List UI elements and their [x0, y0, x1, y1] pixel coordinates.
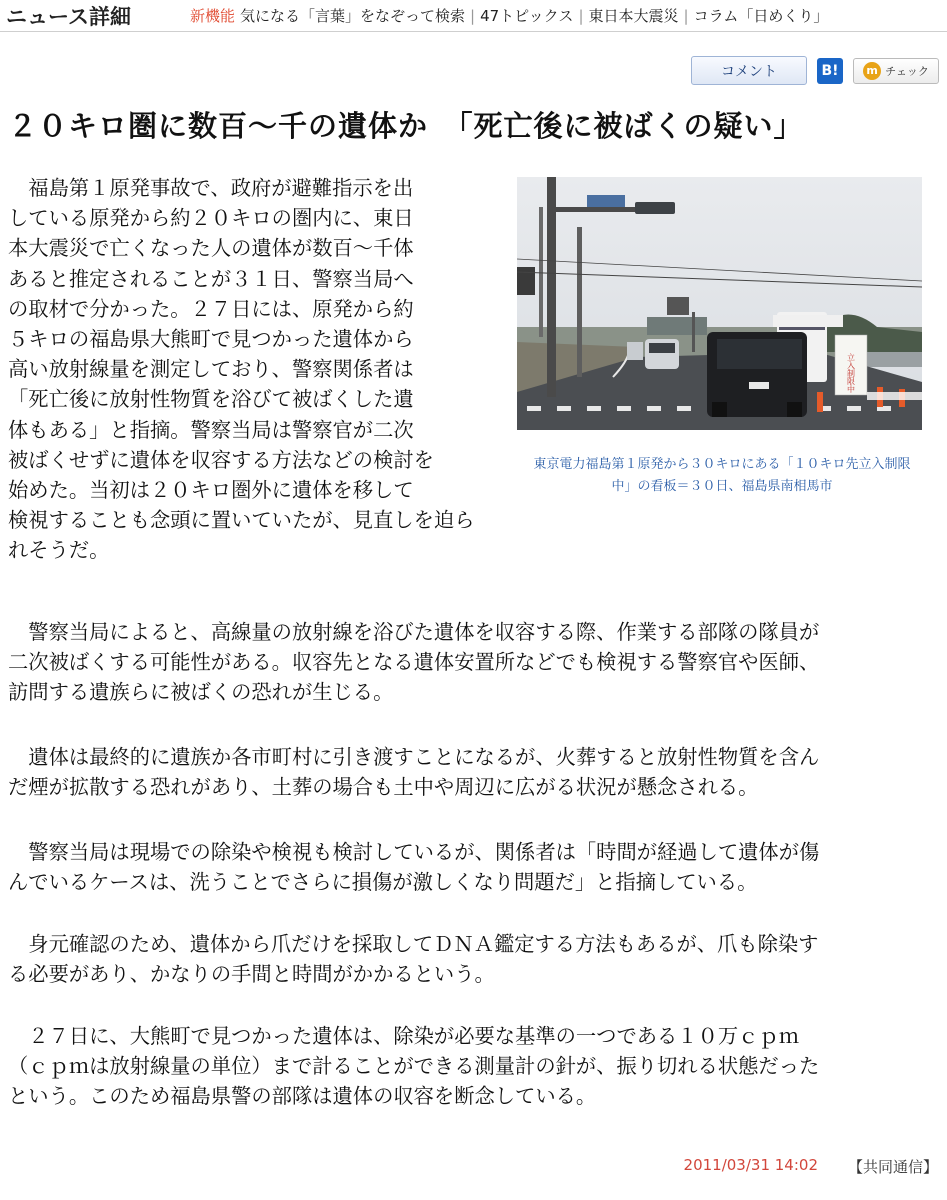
- top-navigation-bar: [0, 0, 947, 32]
- feature-link-search-by-trace[interactable]: 気になる「言葉」をなぞって検索: [240, 7, 466, 25]
- article-paragraph: 警察当局は現場での除染や検視も検討しているが、関係者は「時間が経過して遺体が傷 んでいるケースは、洗うことでさらに損傷が激しくなり問題だ」と指摘している。: [8, 840, 820, 895]
- article-photo[interactable]: [517, 177, 922, 430]
- nav-divider: |: [578, 6, 584, 25]
- hatena-bookmark-button[interactable]: B!: [817, 58, 843, 84]
- nav-divider: |: [683, 6, 689, 25]
- article-paragraph: 警察当局によると、高線量の放射線を浴びた遺体を収容する際、作業する部隊の隊員が 二次被ばくする可能性がある。収容先となる遺体安置所などでも検視する警察官や医師、 訪問する遺族らに被ばくの恐れが生じる。: [8, 620, 820, 705]
- section-title: ニュース詳細: [6, 4, 131, 29]
- nav-link-column-himekuri[interactable]: コラム「日めくり」: [693, 7, 829, 25]
- article-paragraph: 遺体は最終的に遺族か各市町村に引き渡すことになるが、火葬すると放射性物質を含ん だ煙が拡散する恐れがあり、土葬の場合も土中や周辺に広がる状況が懸念される。: [8, 745, 820, 800]
- photo-sign-text: 立入制限中: [846, 353, 856, 393]
- article-footer: [684, 1156, 938, 1177]
- article-source: 【共同通信】: [847, 1158, 938, 1176]
- mixi-icon: m: [863, 62, 881, 80]
- check-label: チェック: [885, 64, 929, 78]
- photo-caption: 東京電力福島第１原発から３０キロにある「１０キロ先立入制限 中」の看板＝３０日、福島県南相馬市: [533, 457, 911, 494]
- article-photo-block: [517, 177, 927, 498]
- nav-link-great-east-japan-earthquake[interactable]: 東日本大震災: [588, 7, 679, 25]
- article-timestamp: 2011/03/31 14:02: [683, 1156, 818, 1174]
- comment-button[interactable]: コメント: [691, 56, 807, 85]
- article-toolbar: [691, 56, 939, 85]
- mixi-check-button[interactable]: [853, 58, 939, 84]
- article-paragraph: ２７日に、大熊町で見つかった遺体は、除染が必要な基準の一つである１０万ｃｐｍ （ｃｐｍは放射線量の単位）まで計ることができる測量計の針が、振り切れる状態だった という。このため福島県警の部隊は遺体の収容を断念している。: [8, 1024, 820, 1109]
- new-feature-label[interactable]: 新機能: [190, 7, 236, 25]
- article-headline: ２０キロ圏に数百〜千の遺体か 「死亡後に被ばくの疑い」: [8, 109, 804, 143]
- header-nav: [190, 5, 828, 26]
- article-lead-paragraph: 福島第１原発事故で、政府が避難指示を出 している原発から約２０キロの圏内に、東日 本大震災で亡くなった人の遺体が数百〜千体 あると推定されることが３１日、警察当局へ の取材で分かった。２７日には、原発から約 ５キロの福島県大熊町で見つかった遺体から 高い放射線量を測定しており、警察関係者は 「死亡後に放射性物質を浴びて被ばくした遺 体もある」と指摘。警察当局は警察官が二次 被ばくせずに遺体を収容する方法などの検討を 始めた。当初は２０キロ圏外に遺体を移して 検視することも念頭に置いていたが、見直しを迫られそうだ。: [8, 176, 475, 563]
- nav-divider: |: [470, 6, 476, 25]
- nav-link-47topics[interactable]: 47トピックス: [480, 7, 574, 25]
- article-paragraph: 身元確認のため、遺体から爪だけを採取してＤＮＡ鑑定する方法もあるが、爪も除染す る必要があり、かなりの手間と時間がかかるという。: [8, 932, 819, 987]
